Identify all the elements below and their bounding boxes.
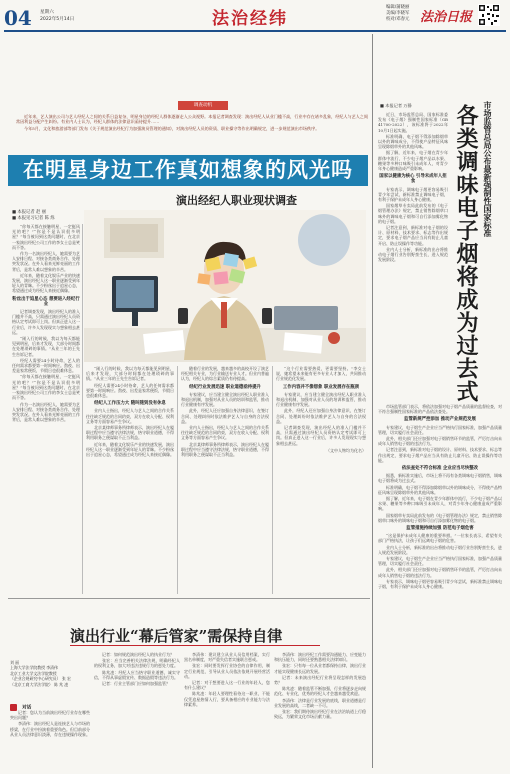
section-subhead: 监管措施持续加强 防范电子烟危害 xyxy=(406,526,474,532)
byline-line: ■ 本报记者 赵 丽 xyxy=(12,210,46,215)
paragraph: 记者调查发现，演出经纪人的准入门槛并不高，只需通过演出经纪人员资格认定考试即可上岗。但真正进入这一行业后，许多人发现现实与想象相去甚远。 xyxy=(276,425,366,446)
intro-paragraph: 今年5月，文化和旅游部等部门发布《关于规范演出经纪行为加强演员管理的通知》，对演出经纪人员的资质、职业操守等作出明确规定，进一步规范演出市场秩序。 xyxy=(24,125,320,131)
paragraph: 近年来，随着文化娱乐产业的快速发展，演出经纪人这一职业逐渐受到年轻人的青睐。不少粉丝出于追星心态，希望通过成为经纪人来接近偶像。 xyxy=(86,441,174,458)
paragraph: 记者注意到，新标准对电子烟的设计、原材料、技术要求、标志等作出规定，要求电子烟产品应当具有防止儿童开启、防止误操作等功能。 xyxy=(378,447,502,463)
paragraph: 李清伟：法律是行业发展的底线，职业道德是行业发展的高线，二者缺一不可。 xyxy=(274,697,366,708)
editor-line: 编辑/蒲晓丽 xyxy=(386,5,410,10)
paragraph: 专家表示，调味电子烟更容易吸引青少年尝试，新标准禁止调味电子烟，有利于保护未成年人身心健康。 xyxy=(378,186,448,203)
bottom-headline: 演出行业“幕后管家”需保持自律 xyxy=(70,627,283,645)
qr-code-icon xyxy=(478,4,500,26)
section-title: 法治经纬 xyxy=(212,9,288,29)
paragraph: 此外，相关部门还应加强对电子烟销售环节的监管，严厉打击向未成年人销售电子烟的违法行为。 xyxy=(378,567,502,578)
paragraph: 陈兆凌：经纪人应当恪守职业道德，诚实守信，不得从事虚假宣传、数据造假等违法行为。 xyxy=(94,669,180,680)
byline-line: （企业合规研究中心研究员） 张 宏 xyxy=(10,676,71,682)
paragraph: 李清伟：演出经纪人是连接艺人与市场的桥梁，在行业中扮演着重要角色。但目前部分从业人员法律意识淡薄，存在违规操作现象。 xyxy=(10,721,90,737)
signoff: （文中人物均为化名） xyxy=(326,447,366,453)
intro-paragraph: 近年来，艺人演出公司与艺人经纪人之间的关系日益复杂，明星身边的经纪人群体逐渐走入公众视野。本报记者调查发现：演出经纪人从业门槛不高，行业中存在诸多乱象，经纪人与艺人之间常因利益分配产生纠纷。有业内人士认为，经纪人群体的法律意识亟待提升…… xyxy=(16,114,368,125)
masthead xyxy=(0,0,510,30)
section-subhead: 经纪人工作压力大 随叫随到没有休息 xyxy=(94,401,166,407)
paragraph: 记者：您认为当前演出经纪行业存在哪些突出问题？ xyxy=(10,710,90,721)
paragraph: 标准明确，电子烟不得添加除烟草以外的调味成分，不得使产品特征风味呈现除烟草外的其他风味。 xyxy=(378,484,502,495)
section-subhead: 国家以健康为核心 引导未成年人拒食 xyxy=(379,174,447,185)
paragraph: “你每天都在接触明星，一定挺风光的吧？”“你是不是认识很多明星？”每当被问到这类问题时，在北京一家演出经纪公司工作的李女士总是笑而不答。 xyxy=(12,224,80,250)
section-subhead: 粉丝出于追星心态 想要进入经纪行业 xyxy=(12,296,80,307)
paragraph: 据悉，新标准实施后，市场上将不再有各类调味电子烟销售，调味电子烟将成为过去式。 xyxy=(378,473,502,484)
feature-column xyxy=(12,224,80,596)
dialogue-tag xyxy=(10,697,40,711)
paragraph: 专家建议，电子烟生产企业应当严格执行国家标准，加强产品质量管理，切实履行社会责任。 xyxy=(378,424,502,435)
paragraph: 此外，经纪人还应加强自身法律意识，在签订合同、处理纠纷时依法维护艺人与自身的合法权益。 xyxy=(276,408,366,424)
paragraph: 李清伟：演出经纪工作需要沟通能力、应变能力和抗压能力，同时还要熟悉相关法律知识。 xyxy=(274,652,366,663)
paragraph: 张宏：同时要发挥行业协会的自律作用，制定行业规范，引导从业人员依法依规开展经营活动。 xyxy=(184,663,270,679)
right-column-top xyxy=(378,112,448,402)
paper-logo: 法治日报 xyxy=(420,10,473,25)
paragraph: 记者调查发现，演出经纪人的准入门槛并不高，只需通过演出经纪人员资格认定考试即可上岗。但真正进入这一行业后，许多人发现现实与想象相去甚远。 xyxy=(12,309,80,335)
paragraph: “这个行业需要热爱，更需要坚持。”李女士说，她希望未来能有更多专业人才加入，共同推动行业规范化发展。 xyxy=(276,366,366,382)
paragraph: 张宏：应当完善相关法律法规，明确经纪人的权利义务，加大对违法违规行为的惩处力度。 xyxy=(94,658,180,669)
paragraph: 经纪人需要24小时待命，艺人的任何需求都要第一时间响应。熬夜、出差是家常便饭，节假日也很难休息。 xyxy=(12,357,80,374)
feature-byline xyxy=(12,210,55,222)
paragraph: 业内人士分析，新标准的出台将推动电子烟行业告别野蛮生长，进入规范发展阶段。 xyxy=(378,544,502,555)
dialogue-tag-label: 对话 xyxy=(22,705,32,711)
section-subhead: 监管新规严控添加 推动产业规范发展 xyxy=(404,417,476,423)
paragraph: “你每天都在接触明星，一定挺风光的吧？”“你是不是认识很多明星？”每当被问到这类问题时，在北京一家演出经纪公司工作的李女士总是笑而不答。 xyxy=(12,374,80,401)
editor-line: 美编/李晓军 xyxy=(386,11,410,16)
feature-column xyxy=(181,366,269,594)
paragraph: 此外，经纪人还应加强自身法律意识，在签订合同、处理纠纷时依法维护艺人与自身的合法权益。 xyxy=(181,408,269,424)
editor-line: 校对/邓春元 xyxy=(386,17,410,22)
paragraph: 据了解，近年来，电子烟在青少年群体中流行，不少电子烟产品以水果、糖果等多种口味吸引未成年人，对青少年身心健康造成严重影响。 xyxy=(378,150,448,172)
paragraph: 专家建议，应当建立健全演出经纪人职业准入和退出机制，加强对从业人员的培训和监管，推动行业健康有序发展。 xyxy=(276,391,366,408)
bottom-bylines xyxy=(10,660,90,687)
masthead-date: 2022年5月14日 xyxy=(40,17,75,22)
editor-credits xyxy=(386,5,409,23)
feature-headline-text: 在明星身边工作真如想象的风光吗 xyxy=(23,158,353,182)
paragraph: 张宏：只有每一位从业者都保持自律，演出行业才能实现健康长远的发展。 xyxy=(274,663,366,674)
feature-illustration xyxy=(84,210,366,362)
feature-headline xyxy=(8,155,368,186)
paragraph: 随着行业的发展，越来越多的高校开设了演艺经纪相关专业，为行业输送专业人才。但业内普遍认为，经纪人的综合素质仍有待提高。 xyxy=(181,366,269,382)
bottom-column xyxy=(94,652,180,770)
paragraph: 业内人士指出，经纪人与艺人之间的合作关系往往缺乏规范的合同约束，双方在收入分配、权利义务等方面容易产生争议。 xyxy=(181,425,269,441)
paragraph: 李清伟：建议建立从业人员信用档案，实行黑名单制度，对严重失信者实施联合惩戒。 xyxy=(184,652,270,663)
byline-line: ■ 本报见习记者 陈 烁 xyxy=(12,216,55,221)
paragraph: 作为一名演出经纪人，她需要为艺人安排日程、对接各类商务合作、处理突发状况。在外人看来光鲜亮丽的工作背后，是常人难以想象的辛苦。 xyxy=(12,401,80,423)
paragraph: 记者：未来演出经纪行业将呈现怎样的发展趋势？ xyxy=(274,674,366,686)
paragraph: 作为一名演出经纪人，她需要为艺人安排日程、对接各类商务合作、处理突发状况。在外人看来光鲜亮丽的工作背后，是常人难以想象的辛苦。 xyxy=(12,251,80,272)
paragraph: “这是保护未成年人健康的重要举措。”一位家长表示，希望有关部门严格执法，让孩子们远离电子烟的危害。 xyxy=(378,533,502,544)
bottom-column xyxy=(10,710,90,770)
paragraph: 记者注意到，新标准对电子烟的设计、原材料、技术要求、标志等作出规定，要求电子烟产品应当具有防止儿童开启、防止误操作等功能。 xyxy=(378,225,448,246)
kicker-bar xyxy=(178,101,228,110)
bottom-column xyxy=(274,652,366,770)
byline-line: 刘 丽 xyxy=(10,660,20,665)
paragraph: 记者：行业主管部门应如何加强监管？ xyxy=(102,681,170,687)
paragraph: 业内人士分析，新标准的出台将推动电子烟行业告别野蛮生长，进入规范发展阶段。 xyxy=(378,246,448,263)
paragraph: 此外，相关部门还应加强对电子烟销售环节的监管，严厉打击向未成年人销售电子烟的违法行为。 xyxy=(378,436,502,447)
right-column-bottom xyxy=(378,404,502,768)
paragraph: 近日，市场监管总局、国家标准委发布《电子烟》强制性国家标准（GB 41700-2022），该标准将于2022年10月1日起实施。 xyxy=(378,112,448,133)
byline-line: 北京工业大学文法学院教授 xyxy=(10,670,57,676)
paragraph: 市场监管部门表示，将依法加强对电子烟产品质量的监督检查，对不符合强制性国家标准的产品依法查处。 xyxy=(378,404,502,415)
paragraph: 张宏：我们期待演出经纪行业在法治轨道上行稳致远，为繁荣文化市场贡献力量。 xyxy=(274,709,366,720)
page-number: 04 xyxy=(4,6,32,30)
paragraph: 近年来，随着文化娱乐产业的快速发展，演出经纪人这一职业逐渐受到年轻人的青睐。不少粉丝出于追星心态，希望通过成为经纪人来接近偶像。 xyxy=(12,272,80,294)
paragraph: 国家烟草专卖局此前发布的《电子烟管理办法》规定，禁止销售除烟草口味外的调味电子烟和可自行添加雾化物的电子烟。 xyxy=(378,203,448,224)
bottom-headline-deco xyxy=(70,645,320,646)
paragraph: 据了解，近年来，电子烟在青少年群体中流行，不少电子烟产品以水果、糖果等多种口味吸引未成年人，对青少年身心健康造成严重影响。 xyxy=(378,496,502,512)
paragraph: 专家建议，应当建立健全演出经纪人职业准入和退出机制，加强对从业人员的培训和监管，推动行业健康有序发展。 xyxy=(181,391,269,408)
paragraph: 记者：对于想要进入这一行业的年轻人，您有什么建议？ xyxy=(184,680,270,691)
paragraph: 经纪人需要24小时待命，艺人的任何需求都要第一时间响应。熬夜、出差是家常便饭，节假日也很难休息。 xyxy=(86,382,174,399)
paragraph: 专家建议，电子烟生产企业应当严格执行国家标准，加强产品质量管理，切实履行社会责任。 xyxy=(378,556,502,567)
paragraph: 陈兆凌：随着监管不断加强，行业将逐步走向规范化、专业化，优秀的经纪人才会越来越受欢迎。 xyxy=(274,686,366,697)
paragraph: 标准明确，电子烟不得添加除烟草以外的调味成分，不得使产品特征风味呈现除烟草外的其他风味。 xyxy=(378,133,448,150)
section-subhead: 经纪行业发展迅速 职业道德亟待提升 xyxy=(189,384,261,390)
feature-intro xyxy=(16,114,368,154)
right-headline: 各类调味电子烟将成为过去式 xyxy=(453,104,479,403)
masthead-weekday: 星期六 xyxy=(40,10,54,15)
paragraph: “刚入行的时候，我以为每天都能见到明星，后来才发现，大部分时间都在处理琐碎的事情。”从业三年的王先生告诉记者。 xyxy=(12,336,80,357)
section-subhead: 依法查处不符合标准 企业应当尽快整改 xyxy=(401,466,479,472)
paragraph: 国家烟草专卖局此前发布的《电子烟管理办法》规定，禁止销售除烟草口味外的调味电子烟和可自行添加雾化物的电子烟。 xyxy=(378,512,502,523)
paragraph: 陈兆凌：年轻人要理性看待这一职业，不能仅凭追星热情入行，要具备相应的专业能力与法律素养。 xyxy=(184,691,270,707)
paragraph: 业内人士指出，经纪人与艺人之间的合作关系往往缺乏规范的合同约束，双方在收入分配、权利义务等方面容易产生争议。 xyxy=(86,408,174,424)
feature-column xyxy=(276,366,366,594)
right-byline: ■ 本报记者 万静 xyxy=(380,103,412,108)
paragraph: 北京某律师事务所律师表示，演出经纪人在履职过程中应当遵守法律法规，恪守职业道德，不得利用职务之便谋取不正当利益。 xyxy=(181,441,269,458)
feature-kicker-label: 调查动机 xyxy=(193,103,213,108)
bottom-column xyxy=(184,652,270,770)
paragraph: 专家表示，调味电子烟更容易吸引青少年尝试，新标准禁止调味电子烟，有利于保护未成年人身心健康。 xyxy=(378,578,502,590)
feature-column xyxy=(86,366,174,594)
paragraph: 记者：如何规范演出经纪人的执业行为？ xyxy=(102,652,174,657)
paragraph: “刚入行的时候，我以为每天都能见到明星，后来才发现，大部分时间都在处理琐碎的事情。”从业三年的王先生告诉记者。 xyxy=(86,366,174,382)
section-subhead: 工作内容并不像想象 职业发展存在瓶颈 xyxy=(282,384,360,390)
feature-subheadline: 演出经纪人职业现状调查 xyxy=(176,194,297,207)
byline-line: 上海大学法学院教授 李清伟 xyxy=(10,665,58,671)
right-title-small: 市场监管总局公布最新强制性国家标准 xyxy=(483,101,492,237)
byline-line: （北京工商大学法学院） 陈 兆 凌 xyxy=(10,681,69,687)
paragraph: 北京某律师事务所律师表示，演出经纪人在履职过程中应当遵守法律法规，恪守职业道德，不得利用职务之便谋取不正当利益。 xyxy=(86,425,174,441)
